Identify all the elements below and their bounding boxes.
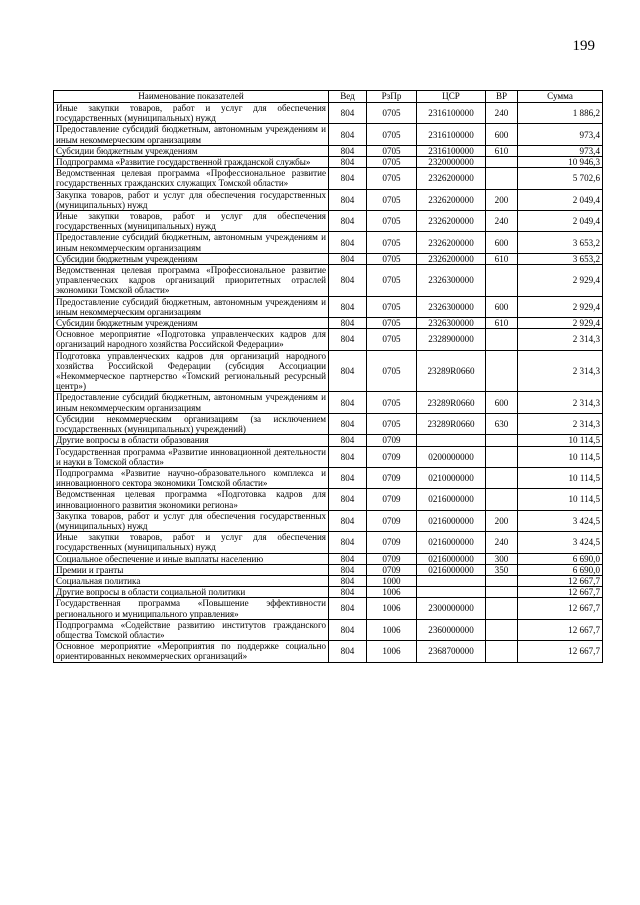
cell-sum: 2 929,4 [518, 265, 603, 297]
cell-ved: 804 [329, 211, 367, 232]
cell-csr: 2360000000 [417, 619, 486, 640]
cell-csr [417, 575, 486, 586]
cell-sum: 2 049,4 [518, 211, 603, 232]
table-row [54, 564, 603, 575]
cell-csr: 2316100000 [417, 145, 486, 156]
cell-rzpr: 0705 [367, 413, 417, 434]
cell-csr: 2326200000 [417, 211, 486, 232]
cell-vr [486, 489, 518, 510]
cell-ved: 804 [329, 168, 367, 189]
table-row [54, 157, 603, 168]
cell-rzpr: 0709 [367, 532, 417, 553]
cell-name: Государственная программа «Повышение эффективности регионального и муниципального управления» [54, 598, 329, 619]
cell-vr [486, 641, 518, 662]
cell-sum: 973,4 [518, 145, 603, 156]
cell-ved: 804 [329, 350, 367, 392]
cell-name: Субсидии бюджетным учреждениям [54, 145, 329, 156]
page-number: 199 [572, 38, 595, 54]
cell-name: Подготовка управленческих кадров для организаций народного хозяйства Российской Федерации (субсидия Ассоциации «Некоммерческое партнерство «Томский региональный ресурсный центр») [54, 350, 329, 392]
cell-ved: 804 [329, 587, 367, 598]
cell-vr: 600 [486, 392, 518, 413]
cell-name: Предоставление субсидий бюджетным, автономным учреждениям и иным некоммерческим организациям [54, 296, 329, 317]
cell-rzpr: 0705 [367, 232, 417, 253]
cell-sum: 2 314,3 [518, 329, 603, 350]
cell-name: Ведомственная целевая программа «Профессиональное развитие государственных гражданских служащих Томской области» [54, 168, 329, 189]
cell-vr [486, 168, 518, 189]
table-row [54, 211, 603, 232]
cell-ved: 804 [329, 598, 367, 619]
table-row [54, 435, 603, 446]
cell-ved: 804 [329, 532, 367, 553]
cell-name: Подпрограмма «Содействие развитию институтов гражданского общества Томской области» [54, 619, 329, 640]
cell-rzpr: 0705 [367, 265, 417, 297]
cell-ved: 804 [329, 446, 367, 467]
table-row [54, 413, 603, 434]
cell-rzpr: 0709 [367, 553, 417, 564]
cell-name: Предоставление субсидий бюджетным, автономным учреждениям и иным некоммерческим организациям [54, 392, 329, 413]
cell-sum: 12 667,7 [518, 587, 603, 598]
cell-sum: 10 114,5 [518, 467, 603, 488]
cell-ved: 804 [329, 318, 367, 329]
cell-vr [486, 619, 518, 640]
cell-vr [486, 598, 518, 619]
cell-csr: 2368700000 [417, 641, 486, 662]
cell-rzpr: 0709 [367, 489, 417, 510]
cell-ved: 804 [329, 641, 367, 662]
cell-name: Основное мероприятие «Мероприятия по поддержке социально ориентированных некоммерческих организаций» [54, 641, 329, 662]
cell-rzpr: 1006 [367, 598, 417, 619]
header-name: Наименование показателей [54, 91, 329, 103]
cell-vr [486, 435, 518, 446]
cell-csr: 0216000000 [417, 510, 486, 531]
cell-sum: 12 667,7 [518, 641, 603, 662]
cell-csr: 0216000000 [417, 553, 486, 564]
cell-sum: 3 424,5 [518, 510, 603, 531]
cell-sum: 6 690,0 [518, 564, 603, 575]
cell-rzpr: 0705 [367, 392, 417, 413]
cell-vr: 200 [486, 510, 518, 531]
cell-sum: 3 653,2 [518, 232, 603, 253]
cell-ved: 804 [329, 413, 367, 434]
header-csr: ЦСР [417, 91, 486, 103]
cell-name: Иные закупки товаров, работ и услуг для обеспечения государственных (муниципальных) нужд [54, 103, 329, 124]
cell-rzpr: 0705 [367, 189, 417, 210]
cell-ved: 804 [329, 265, 367, 297]
table-row [54, 232, 603, 253]
cell-rzpr: 0705 [367, 350, 417, 392]
cell-vr: 610 [486, 253, 518, 264]
cell-csr: 2326300000 [417, 296, 486, 317]
cell-name: Другие вопросы в области социальной политики [54, 587, 329, 598]
cell-sum: 12 667,7 [518, 598, 603, 619]
cell-ved: 804 [329, 157, 367, 168]
table-row [54, 467, 603, 488]
cell-vr [486, 350, 518, 392]
cell-ved: 804 [329, 510, 367, 531]
cell-csr [417, 435, 486, 446]
table-row [54, 532, 603, 553]
cell-vr: 300 [486, 553, 518, 564]
cell-rzpr: 0705 [367, 103, 417, 124]
cell-rzpr: 0705 [367, 318, 417, 329]
cell-vr: 240 [486, 532, 518, 553]
cell-csr: 23289R0660 [417, 392, 486, 413]
cell-ved: 804 [329, 619, 367, 640]
cell-vr: 610 [486, 145, 518, 156]
cell-vr: 630 [486, 413, 518, 434]
cell-rzpr: 0705 [367, 211, 417, 232]
table-row [54, 318, 603, 329]
cell-csr [417, 587, 486, 598]
cell-name: Предоставление субсидий бюджетным, автономным учреждениям и иным некоммерческим организациям [54, 124, 329, 145]
cell-vr: 200 [486, 189, 518, 210]
cell-ved: 804 [329, 145, 367, 156]
cell-name: Субсидии некоммерческим организациям (за исключением государственных (муниципальных) учреждений) [54, 413, 329, 434]
cell-csr: 0216000000 [417, 489, 486, 510]
cell-sum: 10 946,3 [518, 157, 603, 168]
cell-ved: 804 [329, 392, 367, 413]
cell-sum: 3 653,2 [518, 253, 603, 264]
cell-ved: 804 [329, 575, 367, 586]
cell-rzpr: 0709 [367, 564, 417, 575]
cell-sum: 2 314,3 [518, 392, 603, 413]
cell-name: Подпрограмма «Развитие научно-образовательного комплекса и инновационного сектора экономики Томской области» [54, 467, 329, 488]
cell-csr: 23289R0660 [417, 350, 486, 392]
table-row [54, 296, 603, 317]
cell-rzpr: 0705 [367, 145, 417, 156]
cell-ved: 804 [329, 435, 367, 446]
table-row [54, 553, 603, 564]
cell-name: Основное мероприятие «Подготовка управленческих кадров для организаций народного хозяйства Российской Федерации» [54, 329, 329, 350]
table-row [54, 124, 603, 145]
cell-name: Другие вопросы в области образования [54, 435, 329, 446]
cell-csr: 0200000000 [417, 446, 486, 467]
cell-csr: 2326300000 [417, 265, 486, 297]
cell-name: Субсидии бюджетным учреждениям [54, 253, 329, 264]
cell-vr [486, 575, 518, 586]
cell-csr: 2300000000 [417, 598, 486, 619]
cell-csr: 2326200000 [417, 232, 486, 253]
cell-name: Предоставление субсидий бюджетным, автономным учреждениям и иным некоммерческим организациям [54, 232, 329, 253]
table-row [54, 598, 603, 619]
cell-rzpr: 1006 [367, 619, 417, 640]
cell-csr: 2326200000 [417, 253, 486, 264]
cell-sum: 973,4 [518, 124, 603, 145]
table-row [54, 587, 603, 598]
cell-csr: 2328900000 [417, 329, 486, 350]
cell-csr: 2326200000 [417, 168, 486, 189]
cell-ved: 804 [329, 253, 367, 264]
cell-name: Ведомственная целевая программа «Подготовка кадров для инновационного развития экономики региона» [54, 489, 329, 510]
cell-rzpr: 0705 [367, 124, 417, 145]
header-ved: Вед [329, 91, 367, 103]
cell-ved: 804 [329, 564, 367, 575]
cell-vr [486, 157, 518, 168]
cell-rzpr: 0705 [367, 329, 417, 350]
cell-vr: 600 [486, 124, 518, 145]
table-row [54, 253, 603, 264]
cell-sum: 2 929,4 [518, 318, 603, 329]
cell-name: Закупка товаров, работ и услуг для обеспечения государственных (муниципальных) нужд [54, 189, 329, 210]
header-sum: Сумма [518, 91, 603, 103]
cell-name: Социальная политика [54, 575, 329, 586]
cell-sum: 10 114,5 [518, 489, 603, 510]
table-row [54, 329, 603, 350]
table-row [54, 489, 603, 510]
cell-rzpr: 0709 [367, 446, 417, 467]
cell-ved: 804 [329, 553, 367, 564]
cell-name: Субсидии бюджетным учреждениям [54, 318, 329, 329]
table-row [54, 619, 603, 640]
table-row [54, 392, 603, 413]
cell-sum: 12 667,7 [518, 575, 603, 586]
cell-ved: 804 [329, 489, 367, 510]
cell-name: Подпрограмма «Развитие государственной гражданской службы» [54, 157, 329, 168]
table-row [54, 641, 603, 662]
cell-name: Иные закупки товаров, работ и услуг для обеспечения государственных (муниципальных) нужд [54, 211, 329, 232]
cell-name: Ведомственная целевая программа «Профессиональное развитие управленческих кадров организаций приоритетных отраслей экономики Томской области» [54, 265, 329, 297]
cell-csr: 2316100000 [417, 103, 486, 124]
cell-sum: 2 049,4 [518, 189, 603, 210]
table-row [54, 265, 603, 297]
cell-sum: 10 114,5 [518, 435, 603, 446]
cell-name: Закупка товаров, работ и услуг для обеспечения государственных (муниципальных) нужд [54, 510, 329, 531]
table-row [54, 189, 603, 210]
table-row [54, 103, 603, 124]
cell-csr: 2326200000 [417, 189, 486, 210]
table-row [54, 575, 603, 586]
cell-vr [486, 467, 518, 488]
cell-ved: 804 [329, 329, 367, 350]
cell-rzpr: 0705 [367, 157, 417, 168]
cell-vr: 600 [486, 232, 518, 253]
cell-rzpr: 0709 [367, 467, 417, 488]
cell-ved: 804 [329, 124, 367, 145]
cell-rzpr: 0705 [367, 296, 417, 317]
cell-csr: 2316100000 [417, 124, 486, 145]
cell-vr: 610 [486, 318, 518, 329]
cell-rzpr: 1000 [367, 575, 417, 586]
cell-csr: 2320000000 [417, 157, 486, 168]
budget-table [53, 90, 603, 663]
table-row [54, 168, 603, 189]
table-row [54, 510, 603, 531]
cell-rzpr: 0709 [367, 435, 417, 446]
cell-vr [486, 329, 518, 350]
cell-rzpr: 1006 [367, 587, 417, 598]
cell-vr: 240 [486, 103, 518, 124]
cell-ved: 804 [329, 189, 367, 210]
cell-name: Премии и гранты [54, 564, 329, 575]
cell-ved: 804 [329, 467, 367, 488]
cell-name: Иные закупки товаров, работ и услуг для обеспечения государственных (муниципальных) нужд [54, 532, 329, 553]
cell-vr [486, 265, 518, 297]
cell-vr [486, 587, 518, 598]
header-rzpr: РзПр [367, 91, 417, 103]
table-row [54, 145, 603, 156]
cell-vr [486, 446, 518, 467]
cell-rzpr: 0705 [367, 168, 417, 189]
cell-csr: 23289R0660 [417, 413, 486, 434]
cell-vr: 240 [486, 211, 518, 232]
cell-sum: 1 886,2 [518, 103, 603, 124]
cell-sum: 2 314,3 [518, 350, 603, 392]
cell-vr: 600 [486, 296, 518, 317]
cell-ved: 804 [329, 232, 367, 253]
cell-ved: 804 [329, 103, 367, 124]
cell-sum: 6 690,0 [518, 553, 603, 564]
cell-csr: 2326300000 [417, 318, 486, 329]
cell-csr: 0210000000 [417, 467, 486, 488]
cell-vr: 350 [486, 564, 518, 575]
cell-sum: 3 424,5 [518, 532, 603, 553]
cell-csr: 0216000000 [417, 532, 486, 553]
cell-name: Государственная программа «Развитие инновационной деятельности и науки в Томской области» [54, 446, 329, 467]
cell-name: Социальное обеспечение и иные выплаты населению [54, 553, 329, 564]
cell-sum: 2 929,4 [518, 296, 603, 317]
table-body [54, 103, 603, 663]
cell-ved: 804 [329, 296, 367, 317]
cell-rzpr: 0709 [367, 510, 417, 531]
cell-sum: 5 702,6 [518, 168, 603, 189]
table-header-row [54, 91, 603, 103]
cell-rzpr: 1006 [367, 641, 417, 662]
cell-csr: 0216000000 [417, 564, 486, 575]
cell-rzpr: 0705 [367, 253, 417, 264]
cell-sum: 2 314,3 [518, 413, 603, 434]
table-row [54, 350, 603, 392]
header-vr: ВР [486, 91, 518, 103]
table-row [54, 446, 603, 467]
cell-sum: 10 114,5 [518, 446, 603, 467]
cell-sum: 12 667,7 [518, 619, 603, 640]
